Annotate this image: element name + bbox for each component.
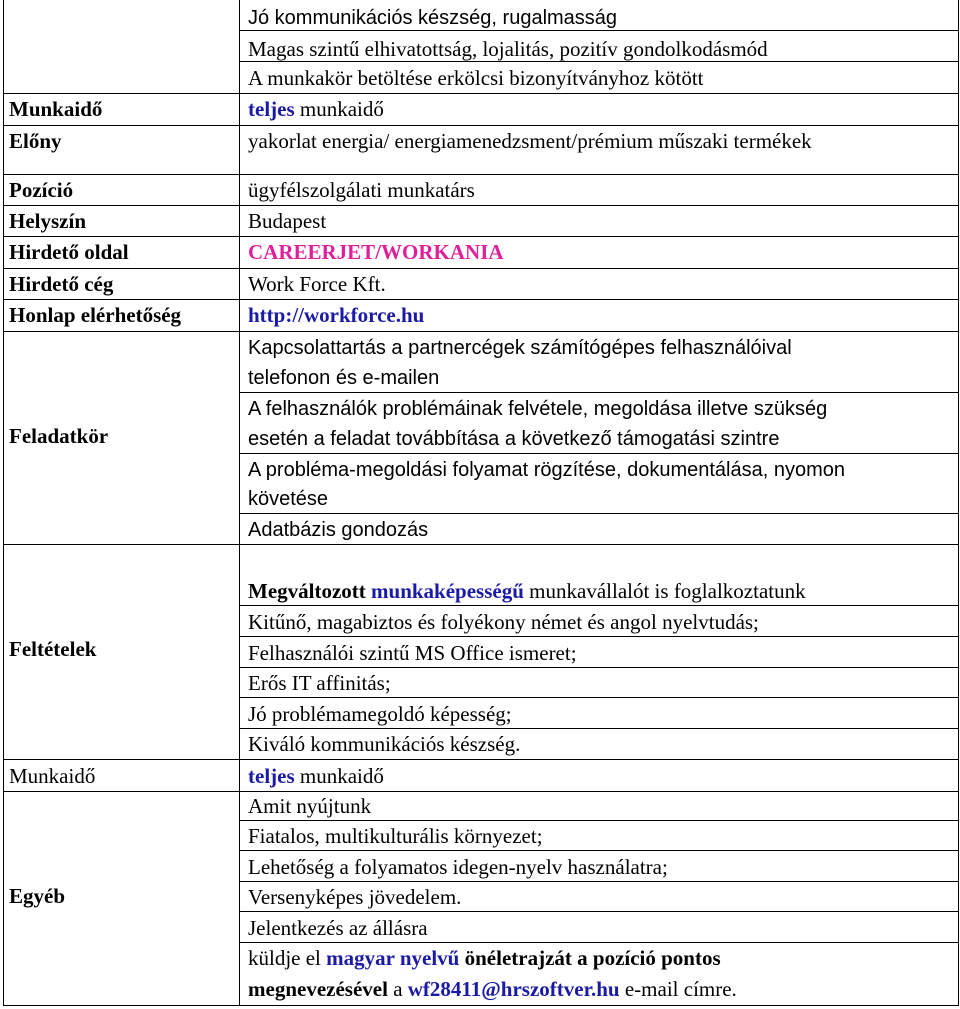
row-divider — [4, 174, 239, 175]
row-divider — [240, 605, 958, 606]
row-divider — [240, 174, 958, 175]
row-divider — [240, 61, 958, 62]
label-hirdeto-ceg: Hirdető cég — [9, 272, 114, 296]
label-helyszin: Helyszín — [9, 209, 86, 233]
label-pozicio: Pozíció — [9, 178, 74, 202]
label-elony: Előny — [9, 129, 62, 153]
row-divider — [4, 125, 239, 126]
row-divider — [240, 697, 958, 698]
apply-email-link[interactable]: wf28411@hrszoftver.hu — [407, 977, 620, 1001]
egyeb-line-3: Lehetőség a folyamatos idegen-nyelv használatra; — [248, 855, 668, 879]
label-column — [4, 0, 239, 1005]
row-divider — [240, 236, 958, 237]
feladatkor-line-2: telefonon és e-mailen — [248, 367, 440, 389]
row-divider — [4, 759, 239, 760]
row-divider — [4, 205, 239, 206]
feladatkor-line-1: Kapcsolattartás a partnercégek számítógépes felhasználóival — [248, 337, 792, 359]
apply-bold-naming: megnevezésével — [248, 977, 388, 1001]
helyszin-value: Budapest — [248, 209, 327, 233]
feltetelek-line-5: Jó problémamegoldó képesség; — [248, 702, 512, 726]
row-divider — [240, 544, 958, 545]
munkaido-value — [240, 94, 958, 125]
row-divider — [240, 93, 958, 94]
row-divider — [240, 205, 958, 206]
feltetelek-line-3: Felhasználói szintű MS Office ismeret; — [248, 641, 577, 665]
row-divider — [240, 667, 958, 668]
row-divider — [240, 759, 958, 760]
row-divider — [240, 791, 958, 792]
feltetelek-rest: munkavállalót is foglalkoztatunk — [523, 579, 806, 603]
row-divider — [4, 544, 239, 545]
row-divider — [240, 392, 958, 393]
feltetelek-bold-1: Megváltozott — [248, 579, 366, 603]
feladatkor-line-6: követése — [248, 488, 329, 510]
apply-bold-cv: önéletrajzát a pozíció pontos — [459, 946, 721, 970]
row-divider — [4, 299, 239, 300]
egyeb-line-5: Jelentkezés az állásra — [248, 916, 428, 940]
feltetelek-bold-2: munkaképességű — [371, 579, 524, 603]
hirdeto-oldal-value: CAREERJET/WORKANIA — [248, 240, 504, 264]
egyeb-line-1: Amit nyújtunk — [248, 794, 372, 818]
egyeb-line-2: Fiatalos, multikulturális környezet; — [248, 824, 543, 848]
label-munkaido-2: Munkaidő — [9, 764, 96, 788]
row-divider — [240, 125, 958, 126]
row-divider — [4, 791, 239, 792]
feladatkor-line-3: A felhasználók problémáinak felvétele, megoldása illetve szükség — [248, 398, 828, 420]
label-munkaido: Munkaidő — [9, 97, 103, 121]
feladatkor-line-7: Adatbázis gondozás — [248, 519, 429, 541]
munkaido-2-bold: teljes — [248, 764, 295, 788]
munkaido-rest: munkaidő — [294, 97, 384, 121]
row-divider — [4, 331, 239, 332]
row-divider — [240, 513, 958, 514]
honlap-link[interactable]: http://workforce.hu — [248, 303, 425, 327]
egyeb-line-4: Versenyképes jövedelem. — [248, 885, 462, 909]
hirdeto-ceg-value: Work Force Kft. — [248, 272, 386, 296]
row-divider — [240, 911, 958, 912]
row-divider — [240, 453, 958, 454]
apply-text-3: e-mail címre. — [619, 977, 737, 1001]
munkaido-2-value — [240, 761, 958, 792]
header-row-2: Magas szintű elhivatottság, lojalitás, pozitív gondolkodásmód — [248, 37, 768, 61]
row-divider — [4, 236, 239, 237]
label-hirdeto-oldal: Hirdető oldal — [9, 240, 129, 264]
feltetelek-line-2: Kitűnő, magabiztos és folyékony német és angol nyelvtudás; — [248, 610, 759, 634]
header-row-1: Jó kommunikációs készség, rugalmasság — [248, 7, 618, 29]
apply-text-2: a — [387, 977, 408, 1001]
feltetelek-line-4: Erős IT affinitás; — [248, 671, 391, 695]
label-feladatkor: Feladatkör — [9, 424, 109, 448]
feladatkor-line-4: esetén a feladat továbbítása a következő támogatási szintre — [248, 428, 780, 450]
elony-value: yakorlat energia/ energiamenedzsment/prémium műszaki termékek — [248, 129, 812, 153]
apply-bold-lang: magyar nyelvű — [326, 946, 460, 970]
row-divider — [240, 268, 958, 269]
row-divider — [240, 850, 958, 851]
row-divider — [4, 268, 239, 269]
munkaido-2-rest: munkaidő — [294, 764, 384, 788]
label-honlap: Honlap elérhetőség — [9, 303, 182, 327]
feladatkor-line-5: A probléma-megoldási folyamat rögzítése, dokumentálása, nyomon — [248, 459, 845, 481]
pozicio-value: ügyfélszolgálati munkatárs — [248, 178, 475, 202]
row-divider — [240, 942, 958, 943]
label-feltetelek: Feltételek — [9, 637, 97, 661]
row-divider — [240, 881, 958, 882]
feltetelek-line-1 — [240, 576, 958, 607]
row-divider — [240, 820, 958, 821]
feltetelek-line-6: Kiváló kommunikációs készség. — [248, 732, 521, 756]
row-divider — [240, 299, 958, 300]
egyeb-apply-line-1 — [240, 943, 958, 974]
row-divider — [240, 728, 958, 729]
job-listing-table — [3, 0, 959, 1006]
munkaido-bold: teljes — [248, 97, 295, 121]
row-divider — [240, 30, 958, 31]
header-row-3: A munkakör betöltése erkölcsi bizonyítványhoz kötött — [248, 66, 704, 90]
row-divider — [240, 636, 958, 637]
row-divider — [240, 331, 958, 332]
label-egyeb: Egyéb — [9, 884, 66, 908]
egyeb-apply-line-2 — [240, 974, 958, 1005]
value-column — [240, 0, 958, 1005]
apply-text-1: küldje el — [248, 946, 327, 970]
row-divider — [4, 93, 239, 94]
